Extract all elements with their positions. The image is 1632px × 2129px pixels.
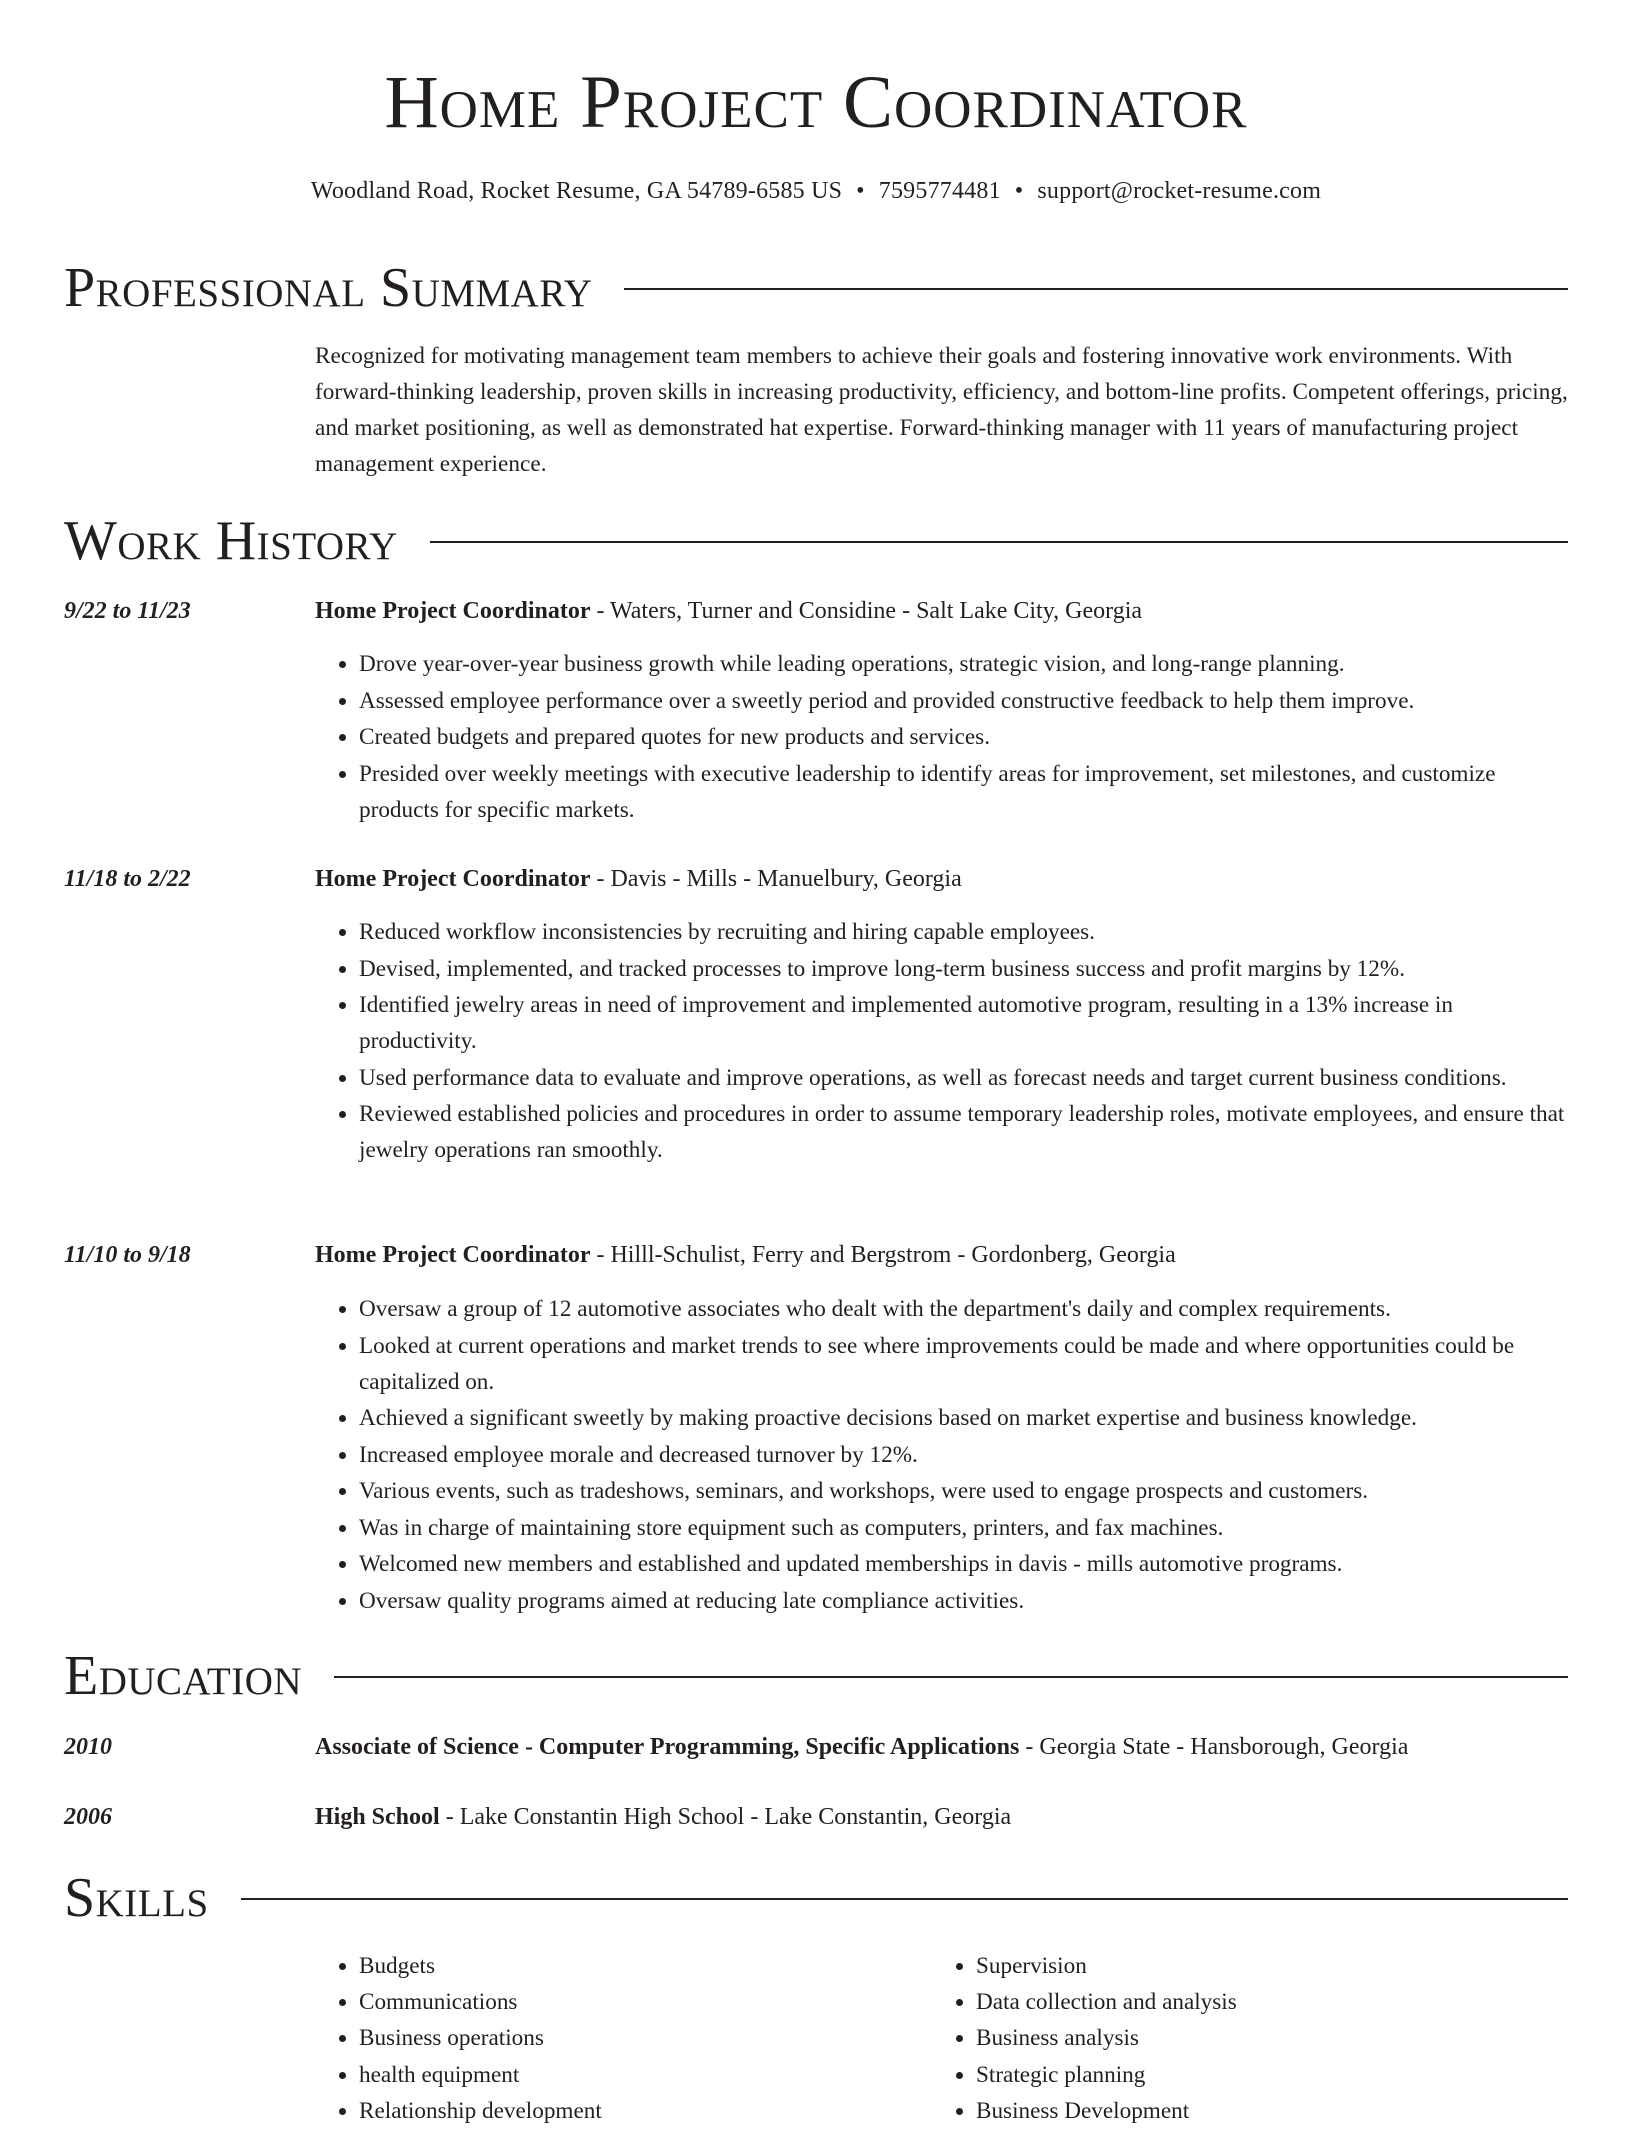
- job-bullet: • Oversaw a group of 12 automotive associates who dealt with the department's daily and complex requirements.: [359, 1291, 1568, 1327]
- section-title-skills: Skills: [64, 1867, 209, 1929]
- job-title: Home Project Coordinator: [315, 598, 591, 624]
- contact-address: Woodland Road, Rocket Resume, GA 54789-6585 US: [310, 178, 843, 204]
- job-heading: [315, 1237, 1568, 1273]
- education-entry: [315, 1729, 1568, 1765]
- section-title-summary: Professional Summary: [64, 257, 593, 319]
- skills-list-left: [315, 1948, 915, 2129]
- job-bullet: • Devised, implemented, and tracked processes to improve long-term business success and profit margins by 12%.: [359, 951, 1568, 987]
- job-bullet: • Reviewed established policies and procedures in order to assume temporary leadership roles, motivate employees, and ensure that jewelry operations ran smoothly.: [359, 1096, 1568, 1168]
- skill-item: • Supervision: [976, 1948, 1568, 1984]
- skill-item: • Budgets: [359, 1948, 915, 1984]
- job-bullet: • Presided over weekly meetings with executive leadership to identify areas for improvement, set milestones, and customize products for specific markets.: [359, 756, 1568, 828]
- contact-line: [0, 176, 1632, 206]
- job-dates: 11/18 to 2/22: [64, 866, 191, 892]
- skill-item: • Relationship development: [359, 2093, 915, 2129]
- skills-list-right: [932, 1948, 1568, 2129]
- skill-item: • Data collection and analysis: [976, 1984, 1568, 2020]
- job-bullets: [315, 646, 1568, 828]
- skill-item: • Communications: [359, 1984, 915, 2020]
- summary-text: Recognized for motivating management team members to achieve their goals and fostering innovative work environments. With forward-thinking leadership, proven skills in increasing productivity, efficiency, and bottom-line profits. Competent offerings, pricing, and market positioning, as well as demonstrated hat expertise. Forward-thinking manager with 11 years of manufacturing project management experience.: [315, 343, 1568, 477]
- education-entry: [315, 1799, 1568, 1835]
- job-bullets: [315, 914, 1568, 1169]
- skill-item: • Business operations: [359, 2020, 915, 2056]
- education-degree: High School: [315, 1804, 440, 1830]
- job-title: Home Project Coordinator: [315, 866, 591, 892]
- section-divider: [430, 541, 1568, 543]
- job-dates: 9/22 to 11/23: [64, 598, 191, 624]
- education-details: - Lake Constantin High School - Lake Constantin, Georgia: [439, 1804, 1012, 1830]
- job-dates: 11/10 to 9/18: [64, 1242, 191, 1268]
- section-divider: [624, 288, 1568, 290]
- job-bullet: • Achieved a significant sweetly by making proactive decisions based on market expertise and business knowledge.: [359, 1400, 1568, 1436]
- section-title-education: Education: [64, 1645, 303, 1707]
- skill-item: • Strategic planning: [976, 2057, 1568, 2093]
- job-bullet: • Used performance data to evaluate and improve operations, as well as forecast needs and target current business conditions.: [359, 1060, 1568, 1096]
- section-header-work: [64, 509, 1568, 573]
- education-degree: Associate of Science - Computer Programming, Specific Applications: [315, 1734, 1020, 1760]
- section-header-summary: [64, 256, 1568, 320]
- skill-item: • Business Development: [976, 2093, 1568, 2129]
- education-year: 2010: [64, 1734, 112, 1760]
- job-bullet: • Various events, such as tradeshows, seminars, and workshops, were used to engage prospects and customers.: [359, 1473, 1568, 1509]
- section-header-education: [64, 1644, 1568, 1708]
- contact-phone: 7595774481: [878, 178, 1001, 204]
- skill-item: • health equipment: [359, 2057, 915, 2093]
- job-bullet: • Drove year-over-year business growth while leading operations, strategic vision, and long-range planning.: [359, 646, 1568, 682]
- section-divider: [334, 1676, 1568, 1678]
- resume-name: Home Project Coordinator: [384, 61, 1248, 144]
- section-divider: [241, 1898, 1568, 1900]
- job-details: - Davis - Mills - Manuelbury, Georgia: [590, 866, 962, 892]
- education-details: - Georgia State - Hansborough, Georgia: [1019, 1734, 1409, 1760]
- job-bullet: • Created budgets and prepared quotes for new products and services.: [359, 719, 1568, 755]
- job-bullet: • Was in charge of maintaining store equipment such as computers, printers, and fax machines.: [359, 1510, 1568, 1546]
- job-title: Home Project Coordinator: [315, 1242, 591, 1268]
- job-bullet: • Reduced workflow inconsistencies by recruiting and hiring capable employees.: [359, 914, 1568, 950]
- education-year: 2006: [64, 1804, 112, 1830]
- job-bullet: • Identified jewelry areas in need of improvement and implemented automotive program, resulting in a 13% increase in productivity.: [359, 987, 1568, 1059]
- job-bullet: • Increased employee morale and decreased turnover by 12%.: [359, 1437, 1568, 1473]
- contact-separator: •: [1014, 178, 1024, 204]
- job-bullet: • Assessed employee performance over a sweetly period and provided constructive feedback to help them improve.: [359, 683, 1568, 719]
- job-details: - Waters, Turner and Considine - Salt Lake City, Georgia: [590, 598, 1143, 624]
- section-title-work: Work History: [64, 510, 398, 572]
- section-header-skills: [64, 1866, 1568, 1930]
- job-bullets: [315, 1291, 1568, 1619]
- job-details: - Hilll-Schulist, Ferry and Bergstrom - Gordonberg, Georgia: [590, 1242, 1176, 1268]
- skill-item: • Business analysis: [976, 2020, 1568, 2056]
- job-heading: [315, 593, 1568, 629]
- job-bullet: • Oversaw quality programs aimed at reducing late compliance activities.: [359, 1583, 1568, 1619]
- contact-email: support@rocket-resume.com: [1037, 178, 1322, 204]
- job-bullet: • Looked at current operations and market trends to see where improvements could be made and where opportunities could be capitalized on.: [359, 1328, 1568, 1400]
- job-bullet: • Welcomed new members and established and updated memberships in davis - mills automotive programs.: [359, 1546, 1568, 1582]
- job-heading: [315, 861, 1568, 897]
- contact-separator: •: [856, 178, 865, 204]
